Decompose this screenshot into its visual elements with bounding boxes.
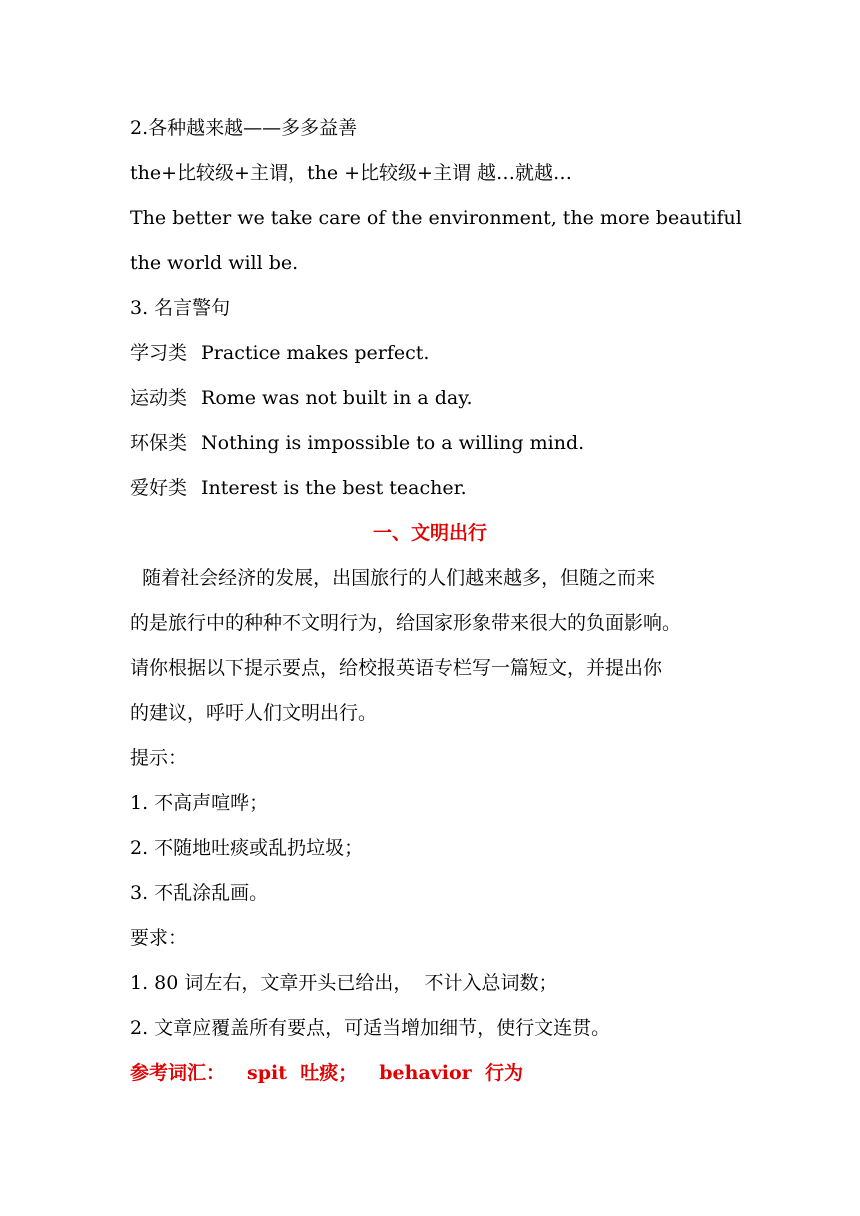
- comparative-pattern: the+比较级+主谓，the +比较级+主谓 越…就越…: [130, 162, 572, 184]
- task-intro-line: 请你根据以下提示要点，给校报英语专栏写一篇短文，并提出你: [130, 657, 663, 679]
- task-intro-line: 的是旅行中的种种不文明行为，给国家形象带来很大的负面影响。: [130, 612, 682, 634]
- proverb-text: Interest is the best teacher.: [201, 477, 467, 499]
- hints-label: 提示：: [130, 747, 188, 769]
- proverb-item: [130, 476, 750, 500]
- proverb-item: [130, 341, 750, 365]
- requirements-label: 要求：: [130, 927, 188, 949]
- task-intro-line: 的建议，呼吁人们文明出行。: [130, 702, 378, 724]
- proverb-item: [130, 431, 750, 455]
- hint-item: 3. 不乱涂乱画。: [130, 882, 269, 904]
- task-title: 一、文明出行: [372, 522, 487, 544]
- vocab-word: behavior: [379, 1062, 472, 1084]
- task-intro-line: 随着社会经济的发展，出国旅行的人们越来越多，但随之而来: [130, 567, 656, 589]
- example-sentence-line-2: the world will be.: [130, 252, 299, 274]
- vocab-meaning: 吐痰；: [300, 1062, 358, 1084]
- proverb-category: 环保类: [130, 432, 188, 454]
- proverb-category: 运动类: [130, 387, 188, 409]
- proverb-text: Rome was not built in a day.: [201, 387, 473, 409]
- proverb-text: Nothing is impossible to a willing mind.: [201, 432, 585, 454]
- vocab-word: spit: [247, 1062, 287, 1084]
- proverb-category: 爱好类: [130, 477, 188, 499]
- section-heading-comparatives: 2.各种越来越——多多益善: [130, 117, 358, 139]
- requirement-item: 2. 文章应覆盖所有要点，可适当增加细节，使行文连贯。: [130, 1017, 611, 1039]
- section-heading-proverbs: 3. 名言警句: [130, 297, 231, 319]
- vocab-label: 参考词汇：: [130, 1062, 226, 1084]
- requirement-item: 1. 80 词左右，文章开头已给出， 不计入总词数；: [130, 972, 558, 994]
- proverb-category: 学习类: [130, 342, 188, 364]
- vocab-line: [130, 1061, 750, 1085]
- proverb-text: Practice makes perfect.: [201, 342, 430, 364]
- hint-item: 2. 不随地吐痰或乱扔垃圾；: [130, 837, 364, 859]
- hint-item: 1. 不高声喧哗；: [130, 792, 269, 814]
- example-sentence-line-1: The better we take care of the environment, the more beautiful: [130, 207, 742, 229]
- proverb-item: [130, 386, 750, 410]
- vocab-meaning: 行为: [484, 1062, 523, 1084]
